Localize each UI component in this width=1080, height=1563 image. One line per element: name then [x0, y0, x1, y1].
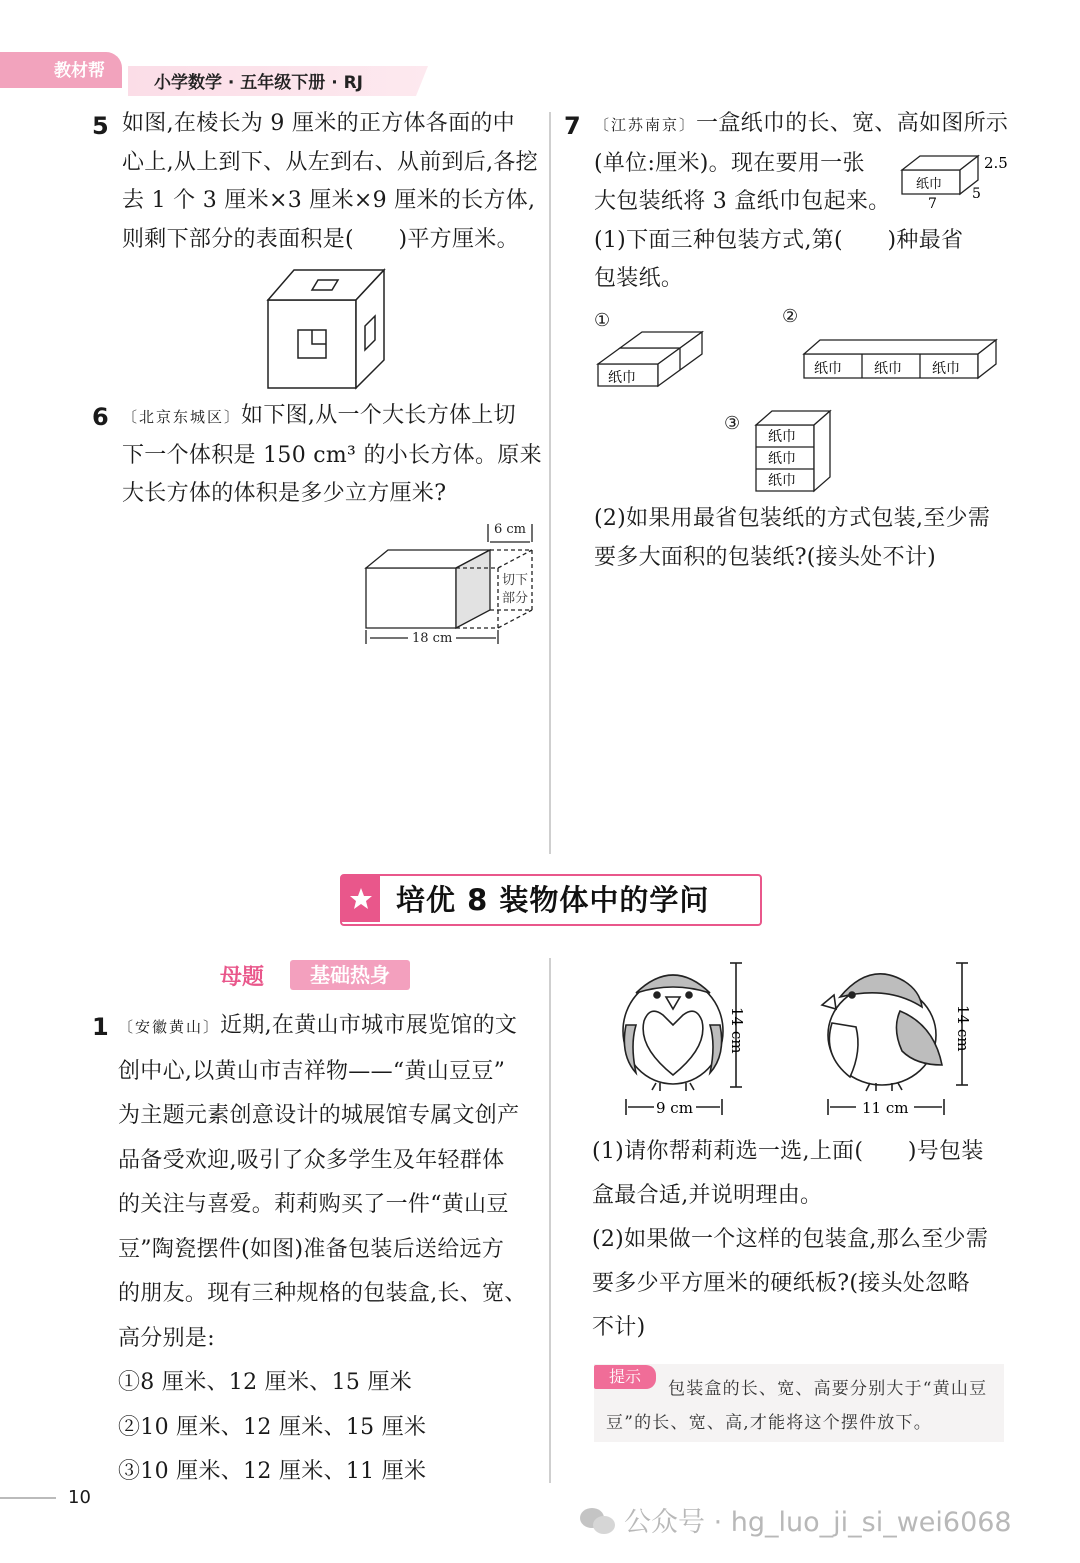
front-width-label: 9 cm [656, 1099, 693, 1117]
q7-part1: (1)下面三种包装方式,第( )种最省 [594, 227, 964, 253]
warmup-badge: 基础热身 [290, 960, 410, 990]
mother-question-label: 母题 [220, 965, 265, 990]
q5-line: 则剩下部分的表面积是( )平方厘米。 [122, 226, 519, 252]
q7-part1: 包装纸。 [594, 266, 684, 291]
cube-figure [262, 262, 392, 394]
cuboid-figure [360, 518, 542, 650]
q1-line: 高分别是: [118, 1325, 215, 1351]
hint-tag: 提示 [594, 1365, 656, 1389]
q5-line: 如图,在棱长为 9 厘米的正方体各面的中 [122, 111, 515, 136]
side-height-label: 14 cm [954, 1005, 972, 1052]
dim-h: 2.5 [984, 154, 1008, 172]
front-height-label: 14 cm [728, 1007, 746, 1054]
q5-line: 心上,从上到下、从左到右、从前到后,各挖 [122, 149, 538, 175]
question-7-number: 7 [564, 112, 581, 140]
dim-l: 7 [928, 196, 937, 212]
section-star-tab [342, 876, 380, 922]
watermark: 公众号 · hg_luo_ji_si_wei6068 [624, 1507, 1012, 1538]
box-option: ①8 厘米、12 厘米、15 厘米 [118, 1370, 413, 1395]
q7-part2-line: 要多大面积的包装纸?(接头处不计) [594, 544, 937, 570]
option-1-marker: ① [594, 310, 611, 331]
option-2-box-label-2: 纸巾 [874, 361, 902, 377]
side-width-label: 11 cm [862, 1099, 909, 1117]
option-2-marker: ② [782, 306, 799, 327]
q7-line: (单位:厘米)。现在要用一张 [594, 150, 865, 176]
mascot-figures [600, 955, 1000, 1123]
q1-part1-line: (1)请你帮莉莉选一选,上面( )号包装 [592, 1139, 984, 1164]
q1-line: 为主题元素创意设计的城展馆专属文创产 [118, 1103, 520, 1128]
column-divider-top [549, 112, 551, 854]
wechat-icon [578, 1506, 618, 1536]
top-dimension-label: 6 cm [494, 522, 527, 537]
q7-line: 大包装纸将 3 盒纸巾包起来。 [594, 189, 891, 214]
q1-part2-line: (2)如果做一个这样的包装盒,那么至少需 [592, 1227, 989, 1252]
question-5-number: 5 [92, 112, 109, 140]
q1-line: 的关注与喜爱。莉莉购买了一件“黄山豆 [118, 1192, 509, 1217]
option-2-box-label-1: 纸巾 [814, 361, 842, 377]
question-1-parts [592, 1130, 1012, 1350]
option-2-box-label-3: 纸巾 [932, 361, 960, 377]
option-3-box-label-3: 纸巾 [768, 473, 796, 489]
q6-line: 下一个体积是 150 cm³ 的小长方体。原来 [122, 442, 542, 468]
question-1-text [118, 1004, 542, 1495]
page-number-rule [0, 1497, 56, 1499]
bottom-dimension-label: 18 cm [412, 631, 453, 646]
option-3-box-label-1: 纸巾 [768, 429, 796, 445]
question-6-text [122, 397, 542, 514]
dim-w: 5 [972, 186, 981, 202]
option-3-box-label-2: 纸巾 [768, 451, 796, 467]
brand-label: 教材帮 [54, 61, 105, 81]
q1-line: 品备受欢迎,吸引了众多学生及年轻群体 [118, 1147, 505, 1173]
q6-line: 大长方体的体积是多少立方厘米? [122, 481, 447, 506]
q1-line: 创中心,以黄山市吉祥物——“黄山豆豆” [118, 1058, 506, 1084]
option-1-box-label: 纸巾 [608, 370, 636, 386]
q1-part1-line: 盒最合适,并说明理由。 [592, 1183, 823, 1208]
box-option: ③10 厘米、12 厘米、11 厘米 [118, 1459, 427, 1484]
question-1-number: 1 [92, 1013, 109, 1041]
q6-line: 如下图,从一个大长方体上切 [241, 403, 516, 428]
question-6-number: 6 [92, 403, 109, 431]
column-divider-bottom [549, 958, 551, 1483]
box-option: ②10 厘米、12 厘米、15 厘米 [118, 1414, 427, 1440]
packing-option-1 [594, 310, 714, 390]
tissue-box-label: 纸巾 [916, 177, 943, 192]
book-title: 小学数学 · 五年级下册 · RJ [154, 73, 364, 93]
hint-text: 包装盒的长、宽、高要分别大于“黄山豆豆”的长、宽、高,才能将这个摆件放下。 [606, 1379, 988, 1433]
star-icon [342, 876, 380, 922]
section-title: 培优 8 装物体中的学问 [396, 883, 710, 917]
q5-line: 去 1 个 3 厘米×3 厘米×9 厘米的长方体, [122, 188, 536, 213]
packing-option-3 [752, 405, 836, 495]
question-7-part2 [594, 500, 1014, 577]
q1-part2-line: 要多少平方厘米的硬纸板?(接头处忽略 [592, 1271, 970, 1296]
q7-part2-line: (2)如果用最省包装纸的方式包装,至少需 [594, 506, 991, 531]
q1-line: 豆”陶瓷摆件(如图)准备包装后送给远方 [118, 1236, 505, 1262]
q6-source: 〔北京东城区〕 [122, 408, 242, 426]
cut-label-1: 切下 [502, 573, 529, 588]
packing-option-2 [800, 334, 1002, 384]
q1-part2-line: 不计) [592, 1315, 646, 1340]
tissue-box-figure [898, 148, 1014, 214]
q1-line: 近期,在黄山市城市展览馆的文 [220, 1013, 518, 1038]
q7-source: 〔江苏南京〕 [594, 116, 697, 134]
q1-line: 的朋友。现有三种规格的包装盒,长、宽、 [118, 1281, 527, 1306]
q7-line: 一盒纸巾的长、宽、高如图所示 [696, 111, 1009, 136]
cut-label-2: 部分 [502, 591, 529, 606]
question-5-text [122, 105, 542, 259]
option-3-marker: ③ [724, 413, 741, 434]
page-number: 10 [68, 1487, 91, 1508]
q1-source: 〔安徽黄山〕 [118, 1018, 221, 1036]
